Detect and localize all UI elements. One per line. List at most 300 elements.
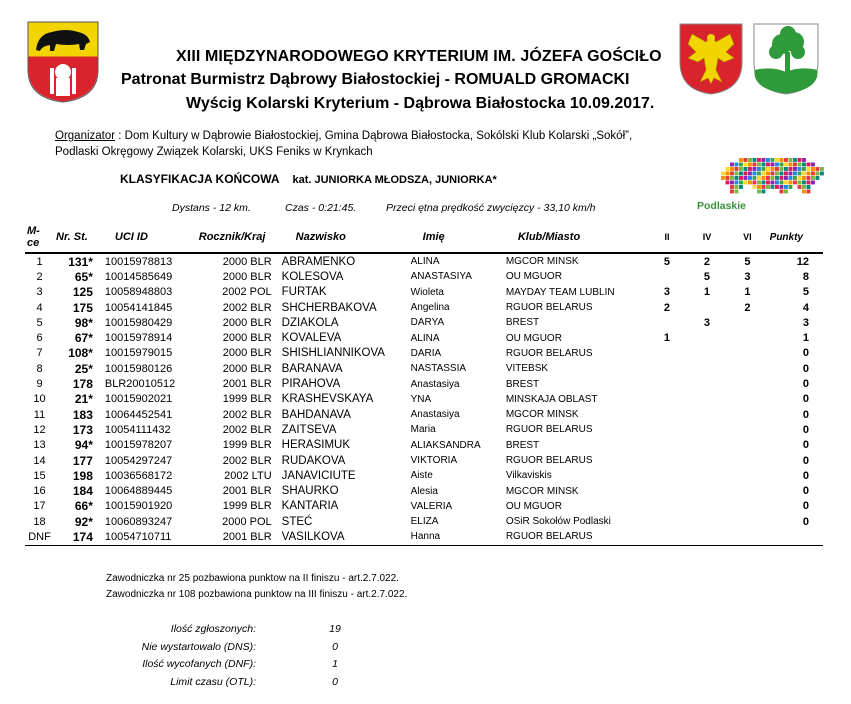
logo-pixel: [784, 181, 788, 185]
cell-year-country: 1999 BLR: [222, 500, 272, 513]
cell-start-number: 183: [72, 407, 93, 422]
cell-club: BREST: [505, 378, 540, 390]
logo-pixel: [789, 185, 793, 189]
logo-pixel: [798, 163, 802, 167]
cell-uci-id: 10015902021: [104, 393, 173, 406]
summary-dns-value: 0: [332, 640, 338, 653]
logo-pixel: [748, 172, 752, 176]
cell-place: 4: [36, 301, 43, 314]
cell-first-name: YNA: [410, 393, 432, 405]
cell-start-number: 125: [72, 285, 93, 300]
cell-sprint-ii: 3: [663, 286, 671, 299]
logo-pixel: [789, 172, 793, 176]
cell-sprint-ii: [647, 376, 687, 391]
logo-pixel: [771, 176, 775, 180]
summary-values: [320, 621, 350, 691]
table-row: [25, 438, 823, 453]
podlaskie-logo-text: Podlaskie: [697, 200, 747, 212]
summary-registered-value: 19: [329, 623, 341, 635]
cell-place: 17: [33, 500, 46, 513]
cell-first-name: Wioleta: [410, 286, 444, 298]
logo-pixel: [784, 158, 788, 162]
logo-pixel: [762, 190, 766, 194]
logo-pixel: [757, 181, 761, 185]
logo-pixel: [784, 167, 788, 171]
logo-pixel: [798, 167, 802, 171]
cell-first-name: VIKTORIA: [410, 455, 458, 466]
cell-sprint-vi: [727, 514, 767, 529]
logo-pixel: [730, 185, 734, 189]
cell-sprint-iv: [687, 330, 727, 345]
cell-sprint-ii: 2: [663, 301, 671, 314]
logo-pixel: [811, 172, 815, 176]
logo-pixel: [820, 167, 824, 171]
cell-sprint-iv: 2: [703, 255, 711, 268]
cell-start-number: 92*: [74, 514, 93, 529]
cell-points: 0: [802, 439, 809, 452]
cell-first-name: Aiste: [410, 470, 433, 482]
logo-pixel: [735, 167, 739, 171]
logo-pixel: [753, 163, 757, 167]
logo-pixel: [735, 176, 739, 180]
cell-points: 1: [802, 332, 809, 345]
logo-pixel: [802, 158, 806, 162]
logo-pixel: [811, 176, 815, 180]
cell-sprint-vi: [727, 483, 767, 498]
cell-surname: FURTAK: [281, 286, 327, 299]
logo-pixel: [802, 176, 806, 180]
logo-pixel: [766, 167, 770, 171]
logo-pixel: [816, 167, 820, 171]
cell-club: BREST: [505, 317, 540, 329]
table-row: [25, 253, 823, 269]
logo-pixel: [793, 181, 797, 185]
organizer-label: Organizator: [55, 130, 116, 142]
logo-pixel: [816, 176, 820, 180]
logo-pixel: [744, 172, 748, 176]
cell-sprint-ii: [647, 468, 687, 483]
cell-year-country: 2002 BLR: [222, 408, 272, 421]
cell-sprint-iv: [687, 376, 727, 391]
cell-sprint-vi: [727, 529, 767, 545]
cell-surname: SHISHLIANNIKOVA: [281, 347, 385, 360]
cell-first-name: ALIAKSANDRA: [410, 439, 481, 451]
logo-pixel: [748, 176, 752, 180]
podlaskie-logo: [695, 156, 825, 214]
logo-pixel: [735, 185, 739, 189]
cell-place: 12: [33, 423, 46, 436]
logo-pixel: [766, 163, 770, 167]
race-line: Wyścig Kolarski Kryterium - Dąbrowa Białostocka 10.09.2017.: [186, 95, 655, 112]
cell-uci-id: 10015980126: [104, 362, 173, 375]
logo-pixel: [780, 185, 784, 189]
cell-club: BREST: [505, 439, 540, 451]
logo-pixel: [757, 167, 761, 171]
cell-sprint-vi: [727, 330, 767, 345]
cell-start-number: 173: [72, 422, 93, 437]
header-sprint-vi: VI: [727, 223, 767, 253]
logo-pixel: [789, 181, 793, 185]
logo-pixel: [793, 176, 797, 180]
cell-points: 12: [796, 255, 809, 268]
cell-points: 0: [802, 393, 809, 406]
summary-otl-value: 0: [332, 675, 338, 688]
logo-pixel: [771, 181, 775, 185]
table-row: [25, 315, 823, 330]
table-row: [25, 269, 823, 284]
cell-start-number: 65*: [74, 269, 93, 284]
cell-place: 2: [36, 270, 43, 283]
note-2: Zawodniczka nr 108 pozbawiona punktow na III finiszu - art.2.7.022.: [106, 589, 408, 600]
logo-pixel: [762, 167, 766, 171]
cell-club: MGCOR MINSK: [505, 256, 579, 268]
logo-pixel: [816, 172, 820, 176]
cell-sprint-ii: [647, 361, 687, 376]
logo-pixel: [744, 158, 748, 162]
logo-pixel: [798, 176, 802, 180]
cell-year-country: 1999 BLR: [222, 393, 272, 406]
logo-pixel: [762, 158, 766, 162]
logo-pixel: [739, 185, 743, 189]
header-first-name: Imię: [409, 223, 504, 253]
logo-pixel: [802, 163, 806, 167]
cell-sprint-iv: 1: [703, 286, 711, 299]
cell-uci-id: 10036568172: [104, 469, 173, 482]
cell-club: VITEBSK: [505, 363, 549, 375]
cell-place: 5: [36, 316, 43, 329]
cell-sprint-ii: [647, 407, 687, 422]
cell-points: 0: [802, 362, 809, 375]
cell-year-country: 2002 BLR: [222, 301, 272, 314]
summary-labels: [100, 621, 256, 691]
cell-sprint-ii: [647, 346, 687, 361]
cell-sprint-iv: [687, 300, 727, 315]
cell-points: 0: [802, 500, 809, 513]
cell-surname: ABRAMENKO: [281, 255, 356, 268]
eagle-crest-icon: [678, 22, 744, 96]
cell-sprint-vi: [727, 392, 767, 407]
logo-pixel: [757, 158, 761, 162]
cell-sprint-iv: 3: [703, 316, 711, 329]
cell-first-name: ALINA: [410, 256, 440, 268]
cell-sprint-vi: 1: [744, 286, 751, 299]
logo-pixel: [784, 185, 788, 189]
cell-sprint-iv: [687, 407, 727, 422]
cell-first-name: NASTASSIA: [410, 363, 467, 375]
cell-sprint-iv: 5: [703, 270, 711, 283]
cell-start-number: 98*: [74, 315, 93, 330]
logo-pixel: [771, 158, 775, 162]
cell-surname: HERASIMUK: [281, 439, 351, 452]
cell-points: 3: [802, 316, 809, 329]
cell-start-number: 25*: [74, 361, 93, 376]
table-row: [25, 392, 823, 407]
cell-place: 15: [33, 469, 46, 482]
logo-pixel: [784, 176, 788, 180]
cell-first-name: DARIA: [410, 347, 442, 359]
cell-club: OSiR Sokołów Podlaski: [505, 516, 611, 528]
cell-uci-id: 10060893247: [104, 515, 173, 528]
logo-pixel: [748, 158, 752, 162]
cell-sprint-iv: [687, 422, 727, 437]
cell-club: RGUOR BELARUS: [505, 455, 593, 466]
cell-place: 3: [36, 286, 43, 299]
cell-first-name: ANASTASIYA: [410, 271, 472, 283]
logo-pixel: [730, 176, 734, 180]
cell-uci-id: 10054710711: [95, 529, 197, 545]
cell-points: 0: [802, 347, 809, 360]
logo-pixel: [766, 176, 770, 180]
logo-pixel: [739, 181, 743, 185]
cell-year-country: 2000 BLR: [222, 362, 272, 375]
logo-pixel: [739, 176, 743, 180]
cell-sprint-vi: [727, 361, 767, 376]
cell-sprint-ii: [647, 438, 687, 453]
tree-crest-icon: [752, 22, 820, 96]
header-surname: Nazwisko: [280, 223, 409, 253]
cell-points: 0: [802, 454, 809, 467]
logo-pixel: [762, 185, 766, 189]
cell-sprint-ii: 5: [663, 255, 671, 268]
cell-year-country: 2001 BLR: [222, 378, 272, 391]
logo-pixel: [748, 167, 752, 171]
summary-dnf-value: 1: [332, 658, 338, 670]
logo-pixel: [744, 181, 748, 185]
table-row: [25, 468, 823, 483]
cell-first-name: Hanna: [409, 529, 504, 545]
dabrowa-crest-icon: [26, 20, 100, 104]
cell-surname: ZAITSEVA: [281, 423, 337, 436]
cell-sprint-iv: [687, 361, 727, 376]
classification-category: kat. JUNIORKA MŁODSZA, JUNIORKA*: [292, 174, 497, 186]
cell-uci-id: 10014585649: [104, 270, 173, 283]
cell-year-country: 2001 BLR: [222, 485, 272, 498]
cell-place: 18: [33, 515, 46, 528]
logo-pixel: [798, 172, 802, 176]
logo-pixel: [766, 185, 770, 189]
note-1: Zawodniczka nr 25 pozbawiona punktow na II finiszu - art.2.7.022.: [106, 573, 399, 584]
logo-pixel: [802, 190, 806, 194]
cell-sprint-vi: [727, 453, 767, 468]
cell-sprint-vi: [727, 468, 767, 483]
table-row: [25, 376, 823, 391]
logo-pixel: [753, 158, 757, 162]
logo-pixel: [807, 172, 811, 176]
cell-first-name: ELIZA: [410, 516, 439, 528]
table-row: [25, 514, 823, 529]
organizer-line1: : Dom Kultury w Dąbrowie Białostockiej, Gmina Dąbrowa Białostocka, Sokólski Klub Kolarski „Sokół”,: [115, 130, 633, 142]
cell-place: 14: [33, 454, 46, 467]
cell-year-country: 2002 BLR: [222, 454, 272, 467]
logo-pixel: [730, 167, 734, 171]
cell-uci-id: 10015901920: [104, 500, 173, 513]
logo-pixel: [771, 185, 775, 189]
event-title: XIII MIĘDZYNARODOWEGO KRYTERIUM IM. JÓZEFA GOŚCIŁO: [176, 48, 662, 65]
cell-year-country: 2000 BLR: [222, 347, 272, 360]
table-row: [25, 330, 823, 345]
cell-year-country: 2002 LTU: [224, 469, 272, 482]
logo-pixel: [802, 181, 806, 185]
logo-pixel: [757, 163, 761, 167]
cell-sprint-ii: [647, 269, 687, 284]
logo-pixel: [726, 181, 730, 185]
cell-sprint-vi: 2: [744, 301, 751, 314]
logo-pixel: [744, 176, 748, 180]
logo-pixel: [807, 176, 811, 180]
cell-club: MAYDAY TEAM LUBLIN: [505, 286, 615, 298]
logo-pixel: [735, 190, 739, 194]
table-row: [25, 422, 823, 437]
cell-year-country: 2000 BLR: [222, 270, 272, 283]
logo-pixel: [744, 167, 748, 171]
logo-pixel: [753, 185, 757, 189]
cell-year-country: 2000 BLR: [222, 316, 272, 329]
table-row: [25, 300, 823, 315]
cell-surname: SHCHERBAKOVA: [281, 301, 377, 314]
cell-place: 6: [36, 332, 43, 345]
logo-pixel: [762, 172, 766, 176]
patronage-line: Patronat Burmistrz Dąbrowy Białostockiej - ROMUALD GROMACKI: [121, 71, 630, 88]
cell-uci-id: 10058948803: [104, 286, 173, 299]
cell-place: 10: [33, 393, 46, 406]
cell-start-number: 21*: [74, 392, 93, 407]
cell-sprint-iv: [687, 483, 727, 498]
logo-pixel: [766, 172, 770, 176]
cell-year-country: 2000 BLR: [222, 255, 272, 268]
table-row: [25, 483, 823, 498]
cell-club: RGUOR BELARUS: [505, 302, 593, 314]
results-header-row: [25, 223, 823, 253]
cell-start-number: 108*: [68, 346, 93, 361]
logo-pixel: [748, 163, 752, 167]
cell-sprint-ii: [647, 514, 687, 529]
cell-surname: BARANAVA: [281, 362, 343, 375]
cell-sprint-ii: 1: [663, 332, 671, 345]
cell-year-country: 1999 BLR: [222, 439, 272, 452]
results-table: [25, 223, 823, 546]
cell-club: RGUOR BELARUS: [505, 347, 593, 359]
race-speed: Przeci ętna prędkość zwycięzcy - 33,10 km/h: [386, 202, 596, 214]
logo-pixel: [784, 163, 788, 167]
logo-pixel: [775, 185, 779, 189]
table-row: [25, 453, 823, 468]
cell-uci-id: 10054111432: [104, 423, 171, 436]
logo-pixel: [780, 167, 784, 171]
cell-place: 9: [36, 378, 43, 391]
cell-points: 0: [802, 469, 809, 482]
logo-pixel: [784, 172, 788, 176]
logo-pixel: [793, 158, 797, 162]
notes-block: [106, 571, 407, 603]
logo-pixel: [811, 167, 815, 171]
classification-title: KLASYFIKACJA KOŃCOWA: [120, 172, 280, 186]
header-place: M-ce: [25, 223, 54, 253]
cell-sprint-ii: [647, 499, 687, 514]
logo-pixel: [726, 172, 730, 176]
cell-uci-id: 10054141845: [104, 301, 173, 314]
cell-club: Vilkaviskis: [505, 470, 552, 482]
organizer-line2: Podlaski Okręgowy Związek Kolarski, UKS Feniks w Krynkach: [55, 146, 373, 158]
table-row: [25, 407, 823, 422]
cell-place: 1: [36, 255, 43, 268]
logo-pixel: [807, 185, 811, 189]
logo-pixel: [739, 172, 743, 176]
logo-pixel: [784, 190, 788, 194]
cell-sprint-ii: [647, 315, 687, 330]
cell-place: 13: [33, 439, 46, 452]
cell-points: 0: [802, 423, 809, 436]
cell-club: RGUOR BELARUS: [504, 529, 647, 545]
logo-pixel: [771, 172, 775, 176]
logo-pixel: [757, 190, 761, 194]
cell-first-name: Angelina: [410, 302, 450, 314]
cell-start-number: 174: [54, 529, 95, 545]
logo-pixel: [739, 167, 743, 171]
cell-start-number: 184: [72, 484, 93, 499]
logo-pixel: [811, 163, 815, 167]
logo-pixel: [726, 176, 730, 180]
logo-pixel: [730, 181, 734, 185]
logo-pixel: [780, 176, 784, 180]
logo-pixel: [766, 158, 770, 162]
logo-pixel: [771, 167, 775, 171]
organizer-block: [55, 128, 695, 160]
cell-first-name: ALINA: [410, 332, 440, 344]
cell-sprint-ii: [647, 483, 687, 498]
cell-club: OU MGUOR: [505, 271, 562, 283]
cell-club: MINSKAJA OBLAST: [505, 393, 598, 405]
cell-club: RGUOR BELARUS: [505, 424, 593, 436]
logo-pixel: [775, 181, 779, 185]
header-year-country: Rocznik/Kraj: [197, 223, 280, 253]
cell-sprint-iv: [687, 468, 727, 483]
cell-points: 4: [802, 301, 809, 314]
cell-sprint-vi: [727, 376, 767, 391]
cell-sprint-iv: [687, 499, 727, 514]
logo-pixel: [721, 172, 725, 176]
race-distance: Dystans - 12 km.: [172, 202, 251, 214]
logo-pixel: [753, 167, 757, 171]
cell-sprint-vi: [727, 346, 767, 361]
logo-pixel: [807, 190, 811, 194]
cell-sprint-ii: [647, 453, 687, 468]
logo-pixel: [775, 172, 779, 176]
cell-uci-id: 10054297247: [104, 454, 173, 467]
cell-year-country: 2002 POL: [222, 286, 272, 299]
logo-pixel: [739, 163, 743, 167]
cell-sprint-iv: [687, 529, 727, 545]
cell-sprint-ii: [647, 392, 687, 407]
cell-surname: RUDAKOVA: [281, 454, 346, 467]
cell-surname: JANAVICIUTE: [281, 469, 356, 482]
logo-pixel: [807, 181, 811, 185]
cell-sprint-iv: [687, 514, 727, 529]
cell-uci-id: 10015979015: [104, 347, 173, 360]
logo-pixel: [793, 167, 797, 171]
logo-pixel: [735, 163, 739, 167]
header-club: Klub/Miasto: [504, 223, 647, 253]
cell-first-name: Anastasiya: [410, 378, 460, 390]
cell-surname: KRASHEVSKAYA: [281, 393, 374, 406]
cell-uci-id: 10015980429: [104, 316, 173, 329]
logo-pixel: [780, 163, 784, 167]
table-row: [25, 346, 823, 361]
logo-pixel: [793, 172, 797, 176]
cell-sprint-vi: [727, 499, 767, 514]
logo-pixel: [739, 158, 743, 162]
header-points: Punkty: [768, 223, 823, 253]
cell-points: 0: [802, 408, 809, 421]
